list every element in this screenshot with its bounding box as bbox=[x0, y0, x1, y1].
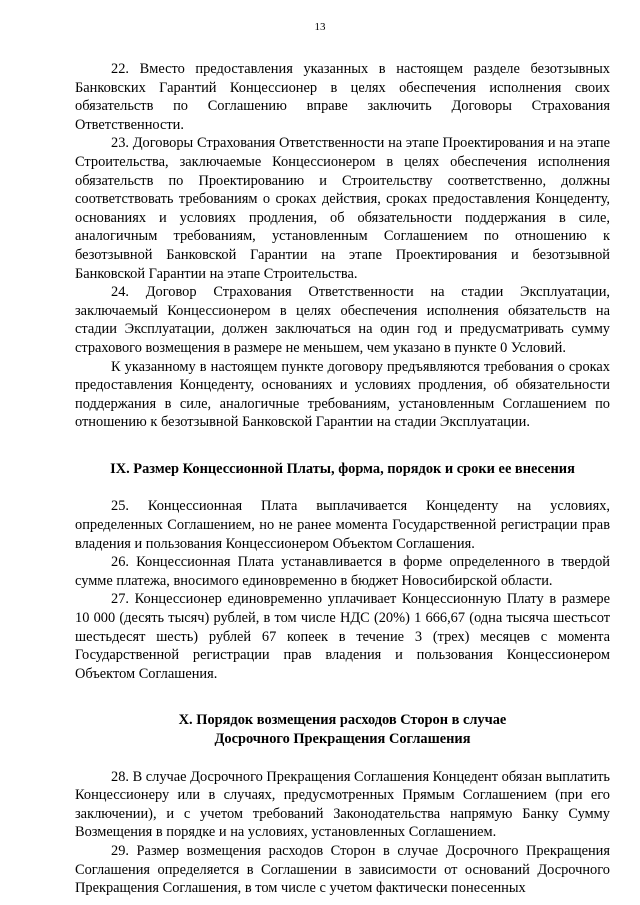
paragraph-26: 26. Концессионная Плата устанавливается в форме определенного в твердой сумме платежа, вносимого единовременно в бюджет Новосибирской области. bbox=[75, 554, 610, 589]
paragraph-27: 27. Концессионер единовременно уплачивает Концессионную Плату в размере 10 000 (десять тысяч) рублей, в том числе НДС (20%) 1 666,67 (одна тысяча шестьсот шестьдесят шесть) рублей 67 копеек в течение 3 (трех) месяцев с момента Государственной регистрации прав владения и пользования Концессионером Объектом Соглашения. bbox=[75, 591, 610, 682]
paragraph-23: 23. Договоры Страхования Ответственности на этапе Проектирования и на этапе Строительства, заключаемые Концессионером в целях обеспечения исполнения обязательств по Проектированию и Строительству соответственно, должны соответствовать требованиям о сроках действия, сроках предоставления Концеденту, основаниях и условиях продления, об обязательности поддержания в силе, аналогичным требованиям, установленным Соглашением по отношению к безотзывной Банковской Гарантии на этапе Проектирования и безотзывной Банковской Гарантии на этапе Строительства. bbox=[75, 135, 610, 282]
paragraph-24: 24. Договор Страхования Ответственности на стадии Эксплуатации, заключаемый Концессионером в целях обеспечения исполнения обязательств на стадии Эксплуатации, должен заключаться на один год и предусматривать сумму страхового возмещения в размере не меньшем, чем указано в пункте 0 Условий. bbox=[75, 284, 610, 356]
paragraph-29: 29. Размер возмещения расходов Сторон в случае Досрочного Прекращения Соглашения определяется в Соглашении в зависимости от оснований Досрочного Прекращения Соглашения, в том числе с учетом фактически понесенных bbox=[75, 842, 610, 897]
page-number: 13 bbox=[314, 21, 326, 33]
paragraph-22: 22. Вместо предоставления указанных в настоящем разделе безотзывных Банковских Гарантий Концессионер в целях обеспечения исполнения своих обязательств по Соглашению вправе заключить Договоры Страхования Ответственности. bbox=[75, 61, 610, 133]
section-heading-x-line2: Досрочного Прекращения Соглашения bbox=[214, 731, 471, 747]
document-body bbox=[75, 60, 610, 898]
paragraph-25: 25. Концессионная Плата выплачивается Концеденту на условиях, определенных Соглашением, но не ранее момента Государственной регистрации прав владения и пользования Концессионером Объектом Соглашения. bbox=[75, 498, 610, 552]
section-heading-ix: IX. Размер Концессионной Платы, форма, порядок и сроки ее внесения bbox=[110, 460, 575, 477]
section-heading-x bbox=[75, 711, 610, 748]
paragraph-24-continuation: К указанному в настоящем пункте договору предъявляются требования о сроках предоставления Концеденту, основаниях и условиях продления, об обязательности поддержания в силе, аналогичные требованиям, установленным Соглашением по отношению к безотзывной Банковской Гарантии на стадии Эксплуатации. bbox=[75, 358, 610, 431]
paragraph-28: 28. В случае Досрочного Прекращения Соглашения Концедент обязан выплатить Концессионеру или в случаях, предусмотренных Прямым Соглашением (при его заключении), и с учетом требований Законодательства напрямую Банку Сумму Возмещения в порядке и на условиях, установленных Соглашением. bbox=[75, 768, 610, 841]
section-heading-x-line1: X. Порядок возмещения расходов Сторон в случае bbox=[178, 712, 507, 729]
